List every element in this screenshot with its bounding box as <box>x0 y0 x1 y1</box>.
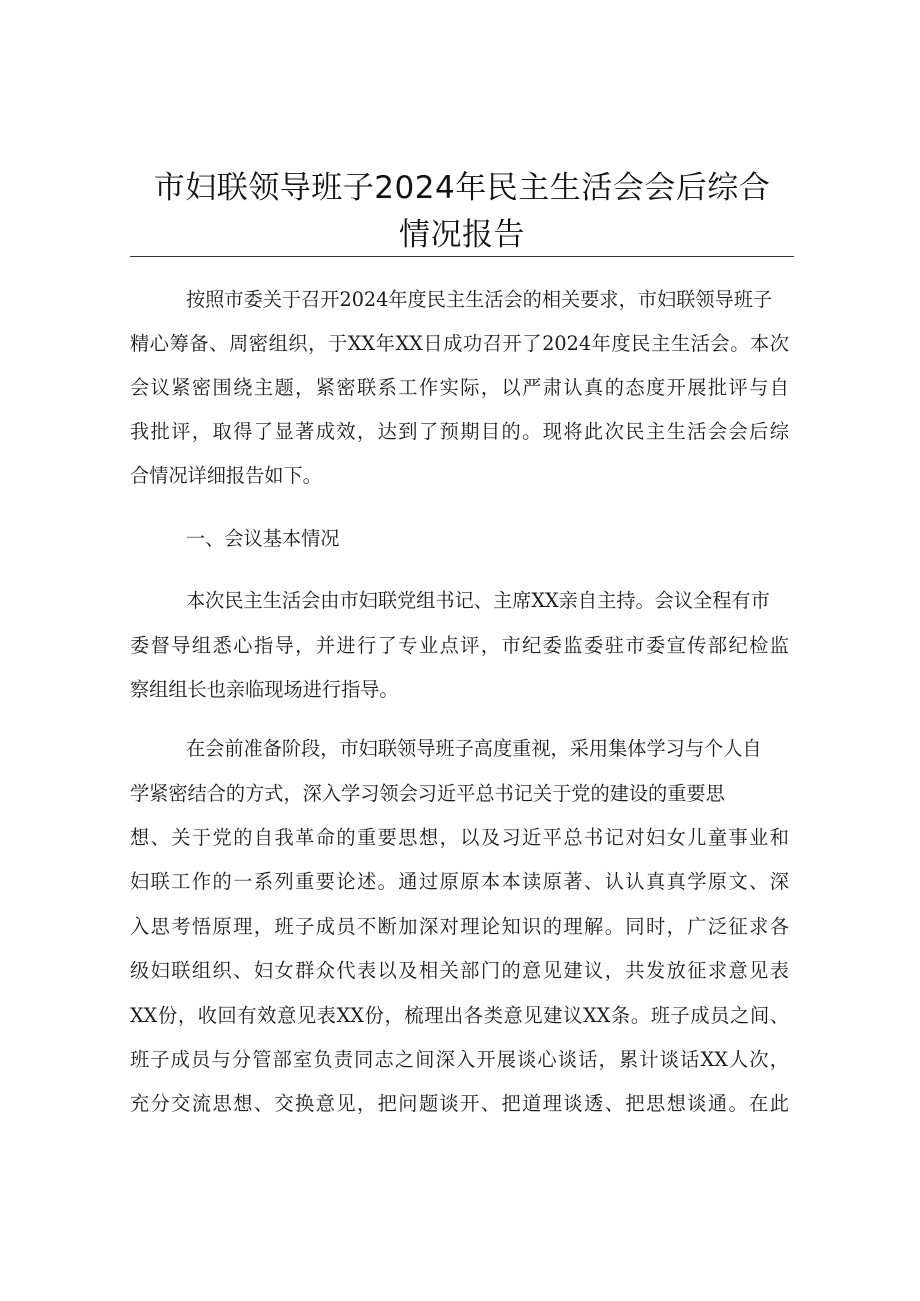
paragraph-3-line-9: 充分交流思想、交换意见，把问题谈开、把道理谈透、把思想谈通。在此 <box>130 1092 789 1115</box>
paragraph-1-line-3: 会议紧密围绕主题，紧密联系工作实际，以严肃认真的态度开展批评与自 <box>130 376 789 399</box>
document-title-line-1: 市妇联领导班子2024年民主生活会会后综合 <box>153 170 771 206</box>
title-divider <box>130 256 794 257</box>
paragraph-2-line-2: 委督导组悉心指导，并进行了专业点评，市纪委监委驻市委宣传部纪检监 <box>130 634 789 657</box>
paragraph-3-line-3: 想、关于党的自我革命的重要思想，以及习近平总书记对妇女儿童事业和 <box>130 826 789 849</box>
paragraph-1-line-4: 我批评，取得了显著成效，达到了预期目的。现将此次民主生活会会后综 <box>130 420 789 443</box>
paragraph-3-line-2: 学紧密结合的方式，深入学习领会习近平总书记关于党的建设的重要思 <box>130 782 725 805</box>
paragraph-3-line-5: 入思考悟原理，班子成员不断加深对理论知识的理解。同时，广泛征求各 <box>130 915 789 938</box>
paragraph-1-line-5: 合情况详细报告如下。 <box>130 464 322 487</box>
paragraph-1-line-1: 按照市委关于召开2024年度民主生活会的相关要求，市妇联领导班子 <box>186 288 773 311</box>
paragraph-3-line-7: XX份，收回有效意见表XX份，梳理出各类意见建议XX条。班子成员之间、 <box>130 1004 789 1027</box>
section-heading-1: 一、会议基本情况 <box>186 527 340 550</box>
paragraph-3-line-8: 班子成员与分管部室负责同志之间深入开展谈心谈话，累计谈话XX人次， <box>130 1048 789 1071</box>
paragraph-3-line-1: 在会前准备阶段，市妇联领导班子高度重视，采用集体学习与个人自 <box>186 737 762 760</box>
paragraph-1-line-2: 精心筹备、周密组织，于XX年XX日成功召开了2024年度民主生活会。本次 <box>130 332 789 355</box>
paragraph-2-line-1: 本次民主生活会由市妇联党组书记、主席XX亲自主持。会议全程有市 <box>186 589 770 612</box>
paragraph-2-line-3: 察组组长也亲临现场进行指导。 <box>130 678 399 701</box>
paragraph-3-line-4: 妇联工作的一系列重要论述。通过原原本本读原著、认认真真学原文、深 <box>130 870 789 893</box>
paragraph-3-line-6: 级妇联组织、妇女群众代表以及相关部门的意见建议，共发放征求意见表 <box>130 959 789 982</box>
document-title-line-2: 情况报告 <box>399 217 525 253</box>
